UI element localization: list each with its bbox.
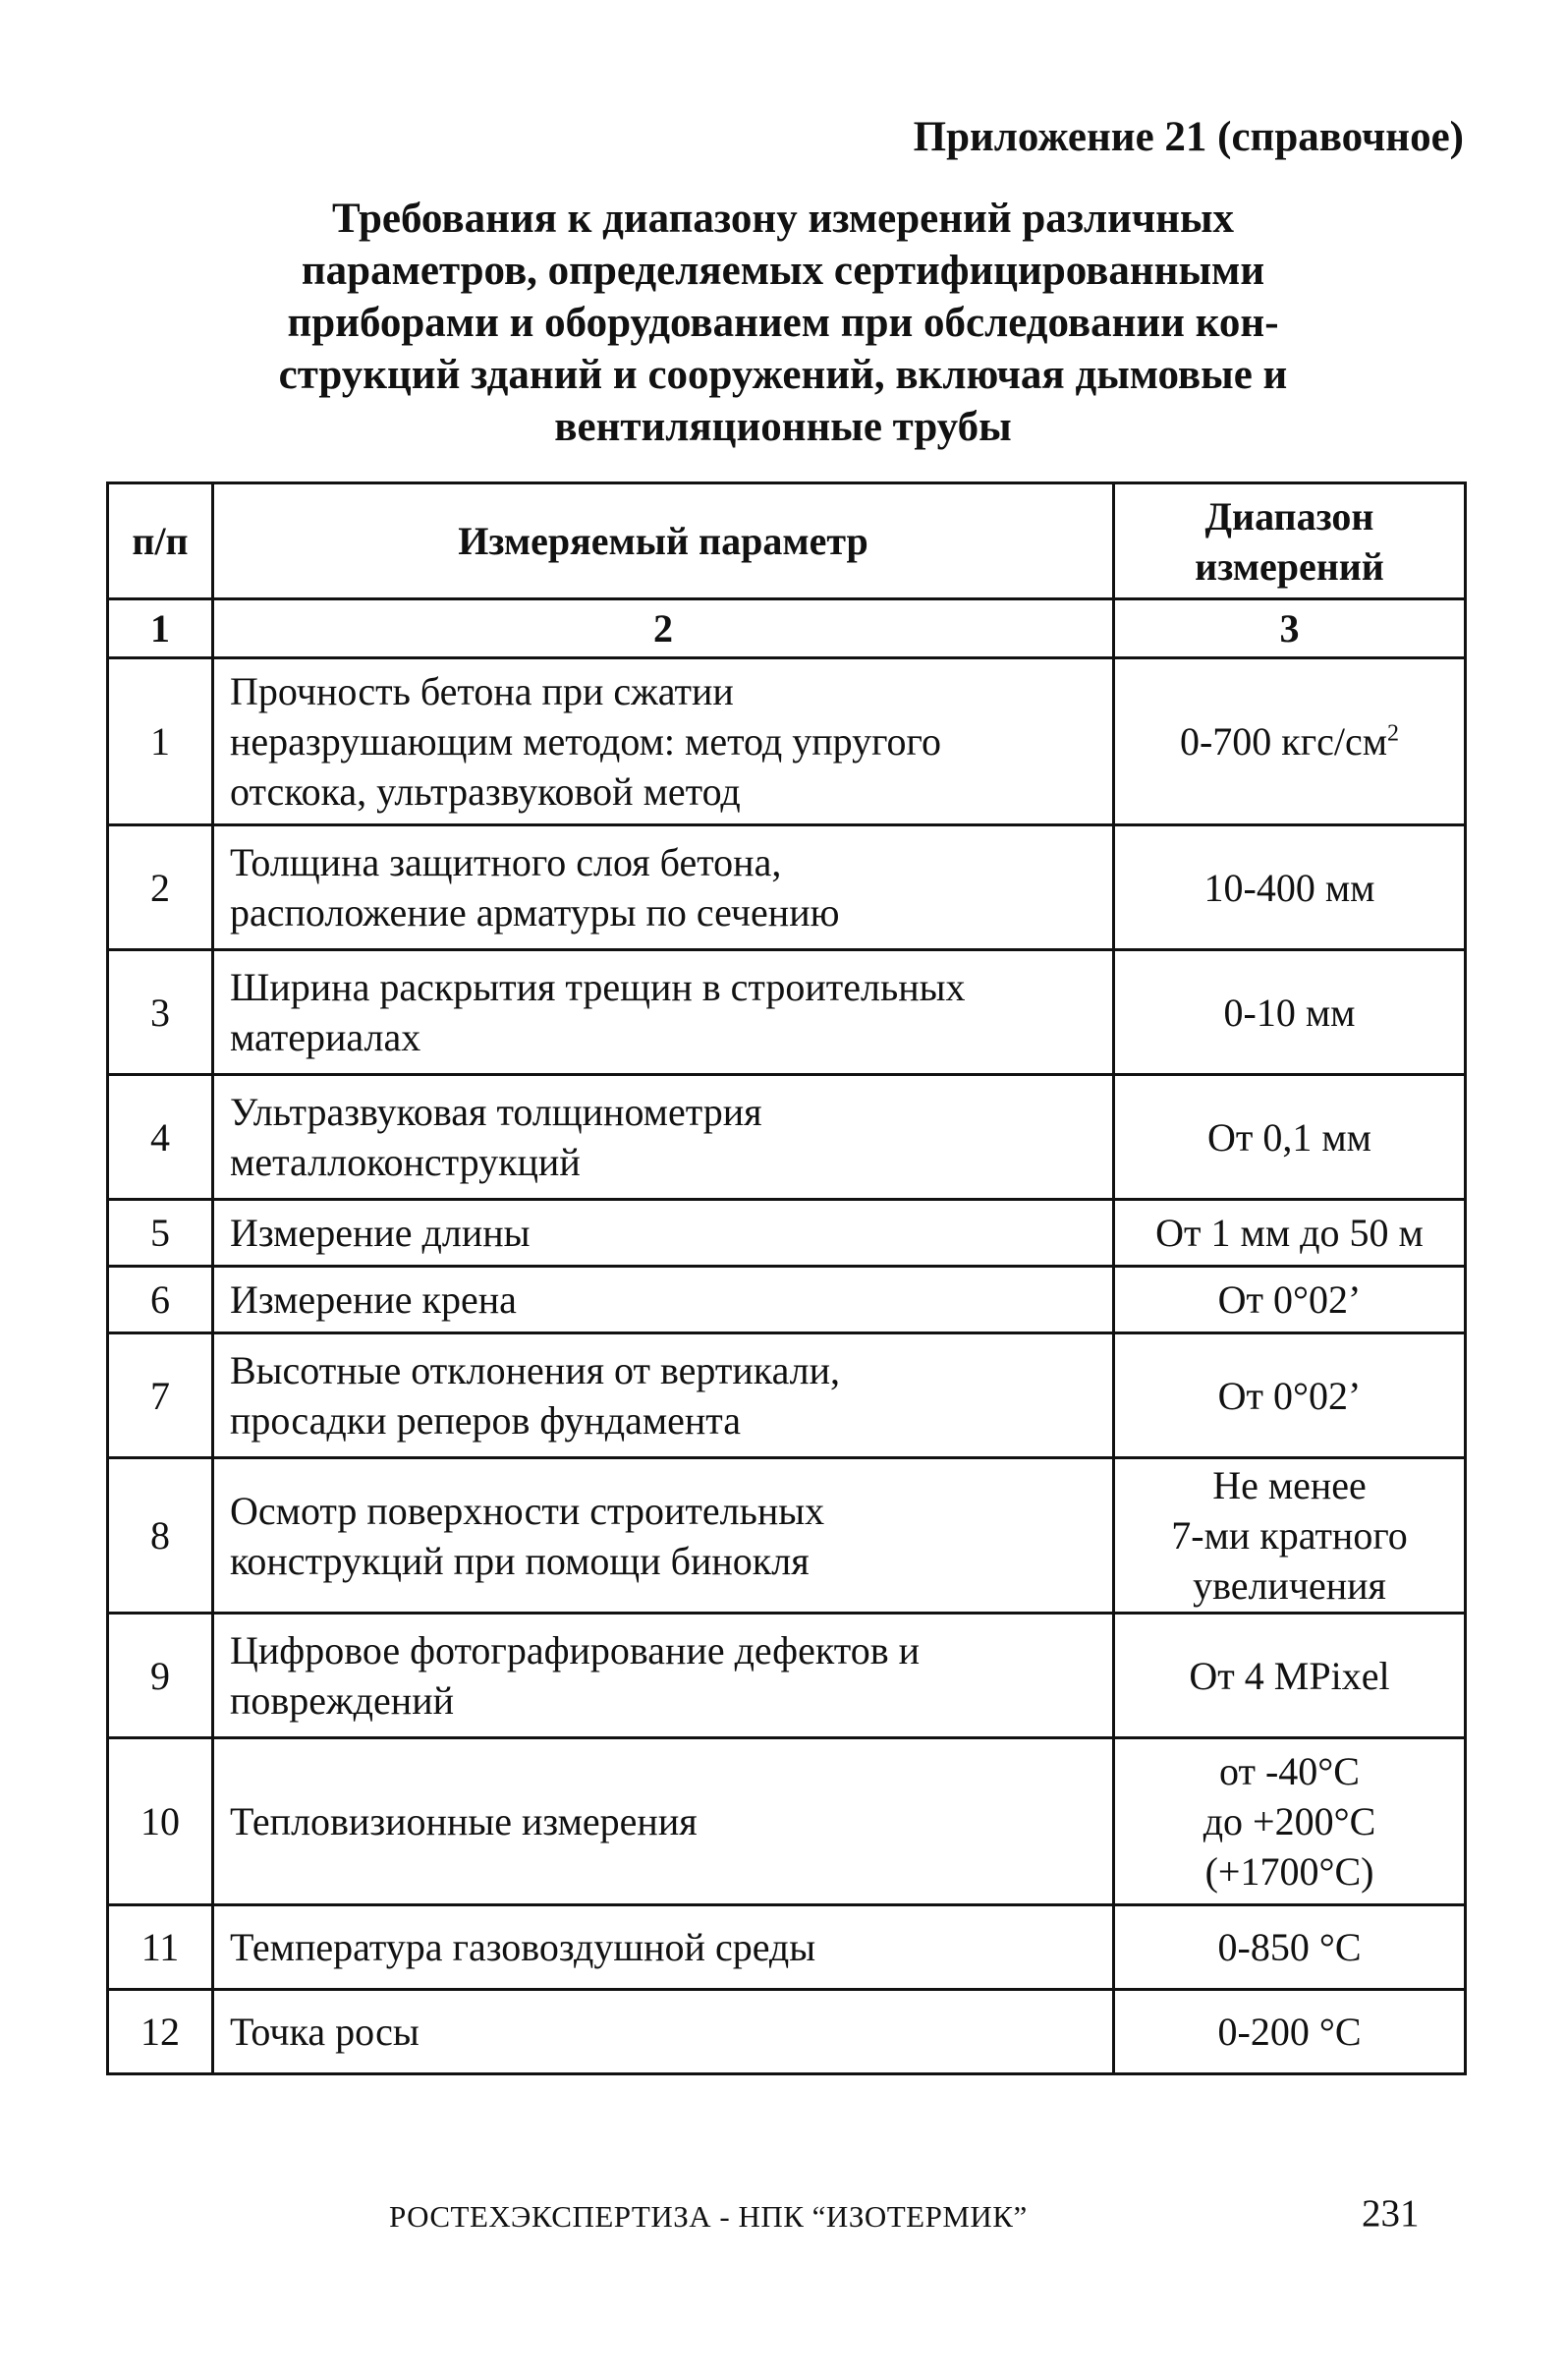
row-parameter (213, 1267, 1114, 1333)
range-line: От 0,1 мм (1207, 1114, 1371, 1160)
parameter-line: отскока, ультразвуковой метод (230, 769, 741, 814)
range-line: Не менее (1212, 1463, 1367, 1507)
row-range (1114, 1990, 1466, 2074)
row-parameter (213, 1200, 1114, 1267)
row-parameter (213, 825, 1114, 950)
parameter-line: расположение арматуры по сечению (230, 890, 840, 935)
range-line: От 0°02’ (1217, 1373, 1362, 1418)
parameter-line: материалах (230, 1015, 421, 1059)
page-number: 231 (1362, 2192, 1420, 2235)
table-row (108, 1614, 1466, 1738)
range-line: увеличения (1193, 1563, 1386, 1608)
range-line: 0-10 мм (1223, 990, 1356, 1035)
row-number: 4 (108, 1075, 213, 1200)
parameter-line: повреждений (230, 1678, 455, 1723)
range-line: 7-ми кратного (1171, 1513, 1408, 1558)
table-row (108, 1200, 1466, 1267)
parameter-line: неразрушающим методом: метод упругого (230, 719, 941, 764)
row-parameter (213, 1458, 1114, 1614)
row-number: 12 (108, 1990, 213, 2074)
table-header-row (108, 483, 1466, 599)
row-parameter (213, 950, 1114, 1075)
parameter-line: Высотные отклонения от вертикали, (230, 1348, 841, 1392)
row-number: 1 (108, 658, 213, 825)
row-number: 5 (108, 1200, 213, 1267)
parameter-line: просадки реперов фундамента (230, 1398, 742, 1443)
parameter-line: Температура газовоздушной среды (230, 1925, 816, 1969)
row-range (1114, 658, 1466, 825)
parameter-line: конструкций при помощи бинокля (230, 1538, 810, 1583)
parameter-line: Осмотр поверхности строительных (230, 1488, 825, 1533)
table-row (108, 1075, 1466, 1200)
range-line: (+1700°C) (1204, 1849, 1374, 1894)
row-range (1114, 1333, 1466, 1458)
table-row (108, 1458, 1466, 1614)
row-parameter (213, 1990, 1114, 2074)
row-number: 6 (108, 1267, 213, 1333)
document-title (147, 193, 1419, 453)
parameter-line: Цифровое фотографирование дефектов и (230, 1628, 920, 1672)
table-row (108, 658, 1466, 825)
row-parameter (213, 1738, 1114, 1905)
range-superscript: 2 (1387, 720, 1400, 747)
column-number-row (108, 599, 1466, 658)
title-line: вентиляционные трубы (554, 404, 1012, 450)
row-parameter (213, 1333, 1114, 1458)
title-line: струкций зданий и сооружений, включая дымовые и (278, 352, 1288, 398)
title-line: Требования к диапазону измерений различных (331, 196, 1235, 242)
range-line: 10-400 мм (1203, 865, 1375, 910)
row-range (1114, 1075, 1466, 1200)
row-number: 2 (108, 825, 213, 950)
appendix-label: Приложение 21 (справочное) (913, 114, 1464, 160)
range-line: до +200°C (1202, 1799, 1376, 1843)
header-range-line: Диапазон (1204, 493, 1374, 538)
parameter-line: Толщина защитного слоя бетона, (230, 840, 782, 884)
row-number: 8 (108, 1458, 213, 1614)
measurement-ranges-table (106, 482, 1467, 2075)
row-parameter (213, 658, 1114, 825)
range-line: от -40°C (1219, 1749, 1360, 1793)
parameter-line: Тепловизионные измерения (230, 1799, 698, 1843)
column-number: 2 (213, 599, 1114, 658)
parameter-line: Измерение крена (230, 1277, 517, 1322)
table-body (108, 658, 1466, 2074)
row-number: 7 (108, 1333, 213, 1458)
header-num: п/п (108, 483, 213, 599)
table-row (108, 1905, 1466, 1990)
range-text: 0-700 кгс/см (1179, 719, 1388, 764)
row-range (1114, 950, 1466, 1075)
row-range (1114, 1458, 1466, 1614)
title-line: параметров, определяемых сертифицированными (301, 248, 1265, 294)
title-line: приборами и оборудованием при обследовании кон- (287, 300, 1279, 346)
table-row (108, 1267, 1466, 1333)
footer-publisher: РОСТЕХЭКСПЕРТИЗА - НПК “ИЗОТЕРМИК” (389, 2199, 1028, 2234)
row-number: 3 (108, 950, 213, 1075)
row-number: 11 (108, 1905, 213, 1990)
parameter-line: металлоконструкций (230, 1140, 581, 1184)
range-line: От 4 MPixel (1189, 1653, 1390, 1698)
row-parameter (213, 1075, 1114, 1200)
parameter-line: Измерение длины (230, 1211, 531, 1255)
table-row (108, 825, 1466, 950)
range-line: От 1 мм до 50 м (1155, 1211, 1424, 1255)
parameter-line: Ширина раскрытия трещин в строительных (230, 965, 966, 1009)
table-row (108, 1738, 1466, 1905)
column-number: 3 (1114, 599, 1466, 658)
parameter-line: Ультразвуковая толщинометрия (230, 1090, 762, 1134)
table-row (108, 1333, 1466, 1458)
range-line: 0-850 °C (1217, 1925, 1362, 1969)
column-number: 1 (108, 599, 213, 658)
row-range (1114, 1200, 1466, 1267)
row-range (1114, 1614, 1466, 1738)
parameter-line: Прочность бетона при сжатии (230, 669, 734, 713)
row-range (1114, 1905, 1466, 1990)
header-range (1114, 483, 1466, 599)
row-range (1114, 1267, 1466, 1333)
row-number: 10 (108, 1738, 213, 1905)
parameter-line: Точка росы (230, 2010, 419, 2054)
row-number: 9 (108, 1614, 213, 1738)
range-line: 0-200 °C (1217, 2010, 1362, 2054)
row-parameter (213, 1905, 1114, 1990)
row-parameter (213, 1614, 1114, 1738)
range-line: От 0°02’ (1217, 1277, 1362, 1322)
table-row (108, 1990, 1466, 2074)
row-range (1114, 1738, 1466, 1905)
table-row (108, 950, 1466, 1075)
row-range (1114, 825, 1466, 950)
header-range-line: измерений (1195, 543, 1384, 589)
header-param: Измеряемый параметр (213, 483, 1114, 599)
